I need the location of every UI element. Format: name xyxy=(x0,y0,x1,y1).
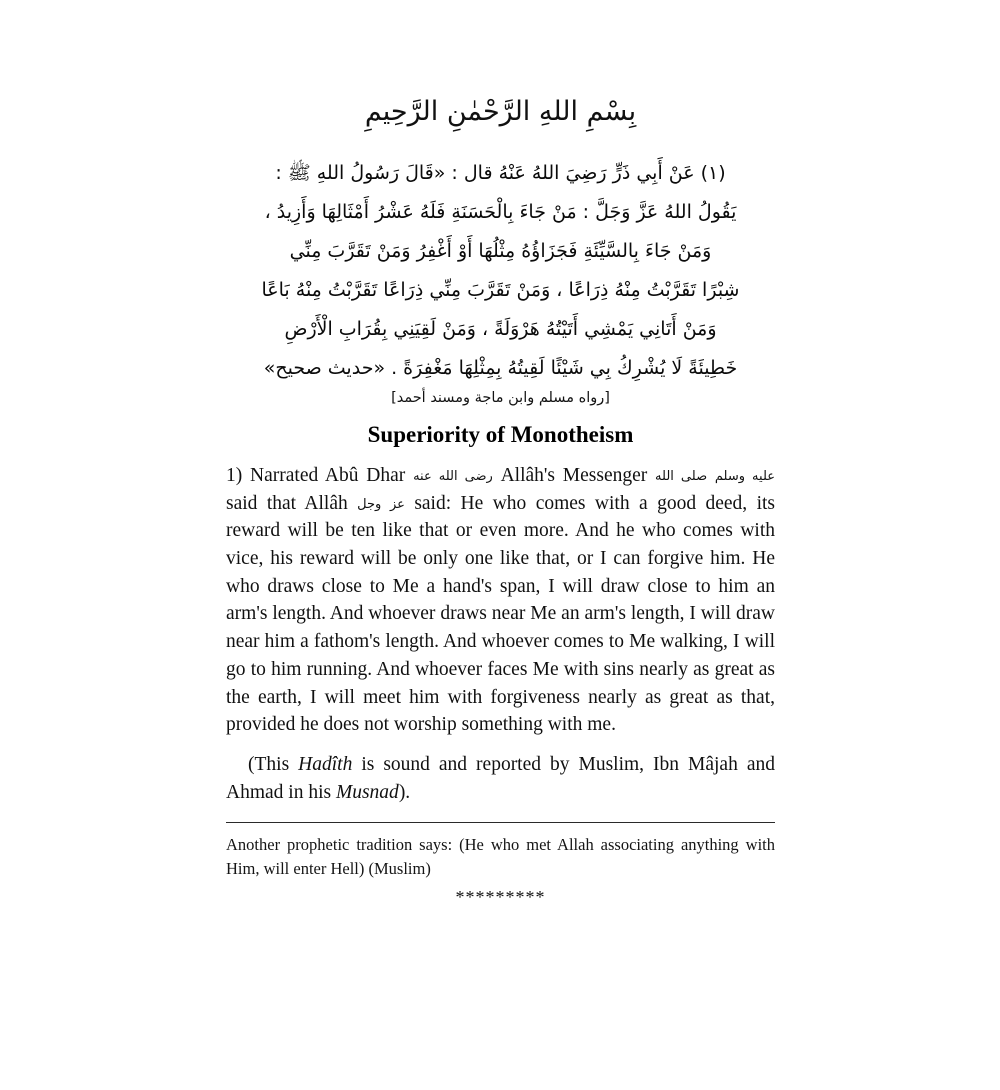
arabic-hadith-line: وَمَنْ أَتَانِي يَمْشِي أَتَيْتُهُ هَرْوَلَةً ، وَمَنْ لَقِيَنِي بِقُرَابِ الْأَرْضِ xyxy=(284,318,717,341)
footnote-text: Another prophetic tradition says: (He who met Allah associating anything with Him, will enter Hell) (Muslim) xyxy=(226,835,775,879)
note-text-a: (This xyxy=(248,753,299,775)
arabic-honorific-radiyallahu-anhu: رضى الله عنه xyxy=(413,469,493,485)
arabic-hadith-line: يَقُولُ اللهُ عَزَّ وَجَلَّ : مَنْ جَاءَ بِالْحَسَنَةِ فَلَهُ عَشْرُ أَمْثَالِهَا وَأَزِيدُ ، xyxy=(264,201,737,224)
page-title: Superiority of Monotheism xyxy=(367,422,634,448)
translation-text-b: Allâh's Messenger xyxy=(492,465,656,487)
arabic-hadith-line: شِبْرًا تَقَرَّبْتُ مِنْهُ ذِرَاعًا ، وَمَنْ تَقَرَّبَ مِنِّي ذِرَاعًا تَقَرَّبْتُ مِنْهُ بَاعًا xyxy=(261,279,740,302)
term-hadith: Hadîth xyxy=(298,753,353,775)
scanned-book-page xyxy=(174,28,827,1063)
note-text-b: is sound and reported by Muslim, Ibn Mâjah and Ahmad in his xyxy=(226,753,775,803)
arabic-hadith-line: وَمَنْ جَاءَ بِالسَّيِّئَةِ فَجَزَاؤُهُ مِثْلُهَا أَوْ أَغْفِرُ وَمَنْ تَقَرَّبَ مِنِّي xyxy=(289,240,712,263)
translation-paragraph xyxy=(226,462,775,739)
arabic-honorific-sallallahu: صلى الله xyxy=(655,469,708,485)
translation-text-c: said that Allâh xyxy=(226,492,358,514)
translation-text-a: Narrated Abû Dhar xyxy=(250,465,414,487)
section-end-asterisks: ********* xyxy=(455,887,546,908)
hadith-number: 1) xyxy=(226,465,243,487)
term-musnad: Musnad xyxy=(335,781,399,803)
basmala-line: بِسْمِ اللهِ الرَّحْمٰنِ الرَّحِيمِ xyxy=(364,96,637,127)
arabic-honorific-azzawajall: عز وجل xyxy=(357,496,405,512)
arabic-source-citation: [رواه مسلم وابن ماجة ومسند أحمد] xyxy=(391,390,610,407)
grading-note-paragraph xyxy=(226,751,775,806)
arabic-hadith-block xyxy=(226,154,775,388)
arabic-hadith-line: خَطِيئَةً لَا يُشْرِكُ بِي شَيْئًا لَقِيتُهُ بِمِثْلِهَا مَغْفِرَةً . «حديث صحيح» xyxy=(263,357,738,380)
note-text-c: ). xyxy=(398,781,411,803)
arabic-hadith-line: (١) عَنْ أَبِي ذَرٍّ رَضِيَ اللهُ عَنْهُ قال : «قَالَ رَسُولُ اللهِ ﷺ : xyxy=(275,162,726,185)
footnote-divider xyxy=(226,822,775,823)
translation-text-d: said: He who comes with a good deed, its reward will be ten like that or even more. And he who comes with vice, his reward will be only one like that, or I can forgive him. He who draws close to Me a hand's span, I will draw close to him an arm's length. And whoever draws near Me an arm's length, I will draw near him a fathom's length. And whoever comes to Me walking, I will go to him running. And whoever faces Me with sins nearly as great as the earth, I will meet him with forgiveness nearly as great as that, provided he does not worship something with me. xyxy=(226,492,775,736)
arabic-honorific-alayhiwasallam: عليه وسلم xyxy=(714,469,776,485)
